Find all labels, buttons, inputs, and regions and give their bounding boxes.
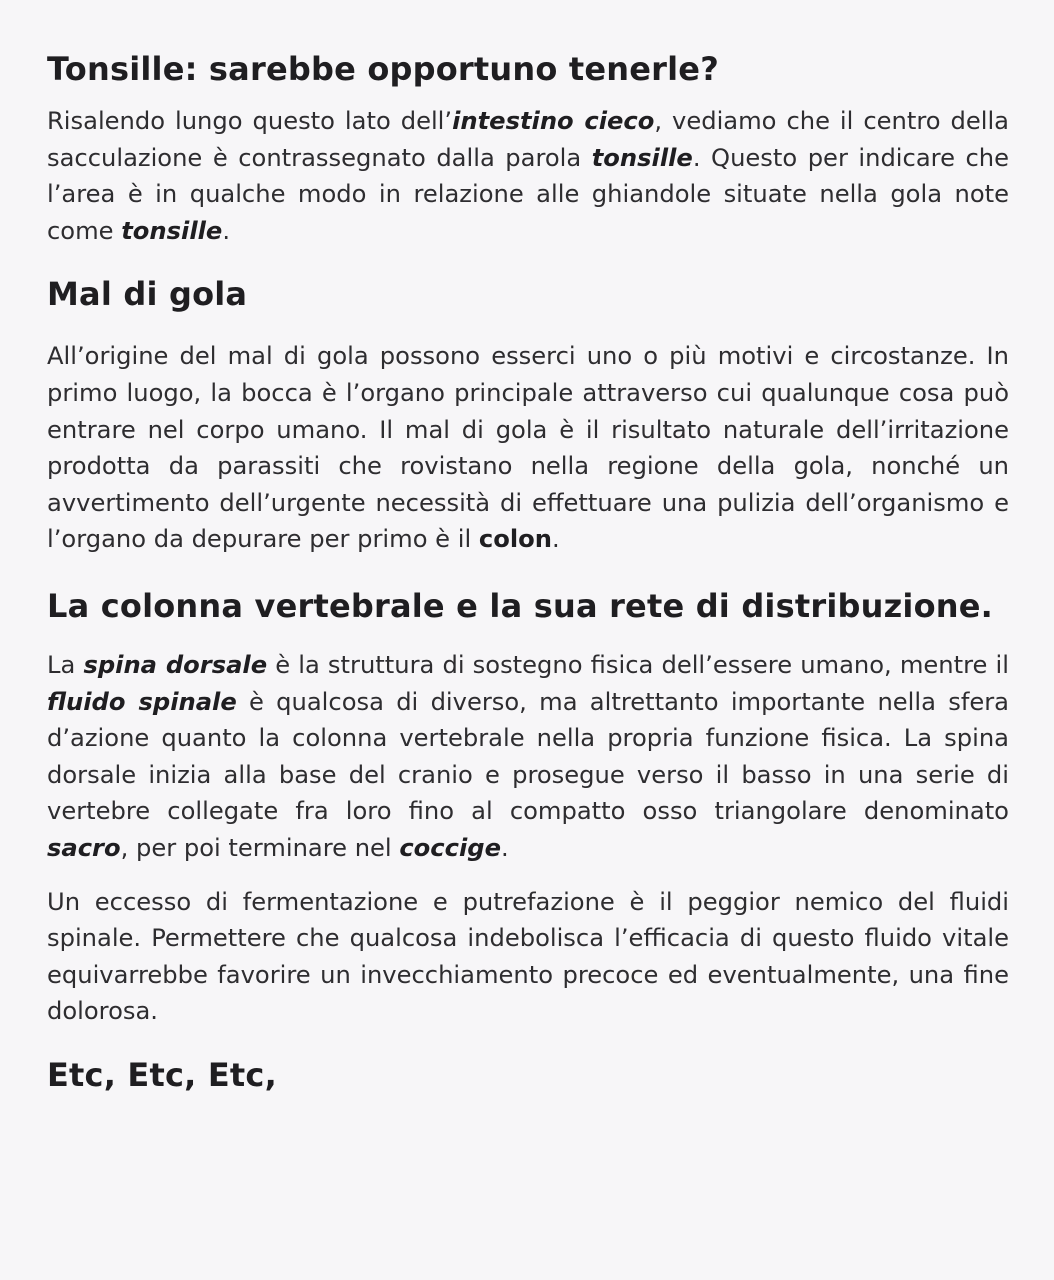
paragraph-tonsille xyxy=(47,103,1009,249)
heading-tonsille: Tonsille: sarebbe opportuno tenerle? xyxy=(47,50,719,88)
emphasis-term: intestino cieco xyxy=(452,107,655,135)
text-run: è la struttura di sostegno fisica dell’essere umano, mentre il xyxy=(267,650,1009,679)
text-run: , per poi terminare nel xyxy=(120,833,400,862)
heading-mal-di-gola: Mal di gola xyxy=(47,275,248,314)
text-run: . xyxy=(551,525,560,554)
emphasis-term: coccige xyxy=(399,833,501,862)
text-run: è qualcosa di diverso, ma altrettanto importante nella sfera d’azione quanto la colonna vertebrale nella propria funzione fisica. La spina dorsale inizia alla base del cranio e prosegue verso il basso in una serie di vertebre collegate fra loro fino al compatto osso triangolare denominato xyxy=(47,687,1009,826)
text-run: La xyxy=(47,650,84,679)
emphasis-term: tonsille xyxy=(121,216,223,245)
text-run: , vediamo che il centro della sacculazione è contrassegnato dalla parola xyxy=(47,107,1010,172)
emphasis-term: spina dorsale xyxy=(83,650,268,679)
text-run: Risalendo lungo questo lato dell’ xyxy=(47,107,453,135)
paragraph-spina-dorsale xyxy=(47,647,1009,867)
paragraph-fermentazione: Un eccesso di fermentazione e putrefazione è il peggior nemico del fluidi spinale. Permettere che qualcosa indebolisca l’efficacia di questo fluido vitale equivarrebbe favorire un invecchiamento precoce ed eventualmente, una fine dolorosa. xyxy=(47,887,1009,1026)
document-page xyxy=(47,40,1009,1100)
heading-colonna-vertebrale: La colonna vertebrale e la sua rete di distribuzione. xyxy=(47,586,993,625)
text-run: . xyxy=(222,216,231,245)
emphasis-term: sacro xyxy=(47,833,121,862)
paragraph-mal-di-gola xyxy=(47,338,1009,558)
emphasis-term: fluido spinale xyxy=(47,687,237,716)
closing-etc: Etc, Etc, Etc, xyxy=(47,1055,277,1094)
text-run: All’origine del mal di gola possono esserci uno o più motivi e circostanze. In primo luogo, la bocca è l’organo principale attraverso cui qualunque cosa può entrare nel corpo umano. Il mal di gola è il risultato naturale dell’irritazione prodotta da parassiti che rovistano nella regione della gola, nonché un avvertimento dell’urgente necessità di effettuare una pulizia dell’organismo e l’organo da depurare per primo è il xyxy=(47,342,1009,554)
text-run: . xyxy=(500,833,509,862)
emphasis-term: tonsille xyxy=(591,143,693,172)
bold-term: colon xyxy=(478,525,552,554)
text-run: . Questo per indicare che l’area è in qualche modo in relazione alle ghiandole situate nella gola note come xyxy=(47,143,1009,245)
